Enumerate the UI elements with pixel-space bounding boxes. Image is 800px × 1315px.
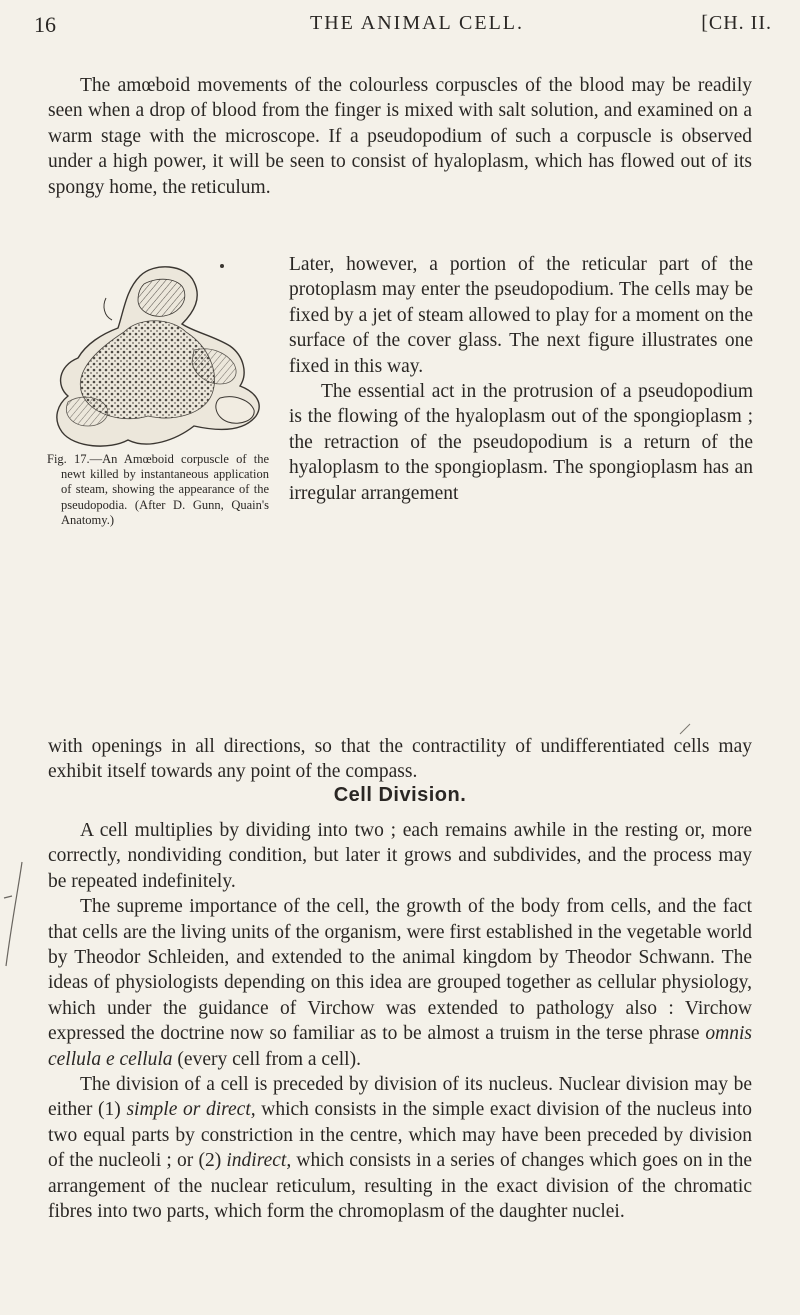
term-simple-direct: simple or direct, bbox=[126, 1099, 256, 1121]
margin-tick-mark bbox=[678, 722, 692, 736]
text-block-full-width bbox=[48, 734, 752, 785]
section-heading: Cell Division. bbox=[333, 784, 467, 806]
figure-caption-text: Fig. 17.—An Amœboid corpuscle of the newt killed by instantaneous application of steam, showing the appearance of the pseudopodia. (After D. Gunn, Quain's Anatomy.) bbox=[47, 452, 269, 527]
paragraph-reticular-part: Later, however, a portion of the reticular part of the protoplasm may enter the pseudopodium. The cells may be fixed by a jet of steam allowed to play for a moment on the surface of the cover glass. The next figure illustrates one fixed in this way. bbox=[289, 254, 753, 377]
paragraph-cell-multiplies: A cell multiplies by dividing into two ; each remains awhile in the resting or, more correctly, nondividing condition, but later it grows and subdivides, and the process may be repeated indefinitely. bbox=[48, 820, 752, 892]
paragraph-openings: with openings in all directions, so that the contractility of undifferentiated cells may exhibit itself towards any point of the compass. bbox=[48, 736, 752, 783]
chapter-label: [CH. II. bbox=[701, 12, 772, 34]
page-number: 16 bbox=[34, 12, 56, 37]
nuclear-division-text-3: which consists in a series of changes which goes on in the arrangement of the nuclear reticulum, resulting in the exact division of the chromatic fibres into two parts, which form the chromoplasm of the daughter nuclei. bbox=[48, 1150, 752, 1223]
text-block-top bbox=[48, 73, 752, 200]
running-head: THE ANIMAL CELL. bbox=[310, 12, 525, 34]
paragraph-nuclear-division bbox=[48, 1072, 752, 1224]
latin-phrase: omnis cellula e cellula bbox=[48, 1023, 753, 1070]
nuclear-division-text-1: The division of a cell is preceded by division of its nucleus. Nuclear division may be either (1) bbox=[48, 1074, 752, 1121]
paragraph-supreme-importance-text: The supreme importance of the cell, the growth of the body from cells, and the fact that cells are the living units of the organism, were first established in the vegetable world by Theodor Schleiden, and extended to the animal kingdom by Theodor Schwann. The ideas of physiologists depending on this idea are grouped together as cellular physiology, which under the guidance of Virchow was extended to pathology also : Virchow expressed the doctrine now so familiar as to be almost a truism in the terse phrase bbox=[48, 896, 752, 1045]
figure-caption bbox=[47, 452, 269, 528]
text-block-cell-division bbox=[48, 818, 752, 1225]
margin-pencil-mark bbox=[2, 860, 26, 970]
term-indirect: indirect, bbox=[226, 1150, 292, 1172]
figure-amoeboid-corpuscle bbox=[44, 254, 276, 456]
paragraph-supreme-importance-end: (every cell from a cell). bbox=[177, 1048, 361, 1070]
nuclear-division-text-2: which consists in the simple exact division of the nucleus into two equal parts by constriction in the centre, which may have been preceded by division of the nucleoli ; or (2) bbox=[48, 1099, 753, 1172]
paragraph-amoeboid-movements: The amœboid movements of the colourless corpuscles of the blood may be readily seen when a drop of blood from the finger is mixed with salt solution, and examined on a warm stage with the microscope. If a pseudopodium of such a corpuscle is observed under a high power, it will be seen to consist of hyaloplasm, which has flowed out of its spongy home, the reticulum. bbox=[48, 75, 752, 198]
amoeboid-corpuscle-illustration bbox=[44, 254, 276, 456]
page-header bbox=[30, 12, 782, 42]
paragraph-essential-act: The essential act in the protrusion of a pseudopodium is the flowing of the hyaloplasm out of the spongioplasm ; the retraction of the pseudopodium is a return of the hyaloplasm to the spongioplasm. The spongioplasm has an irregular arrangement bbox=[289, 381, 753, 504]
text-block-beside-figure bbox=[289, 252, 753, 506]
paragraph-supreme-importance bbox=[48, 894, 752, 1072]
